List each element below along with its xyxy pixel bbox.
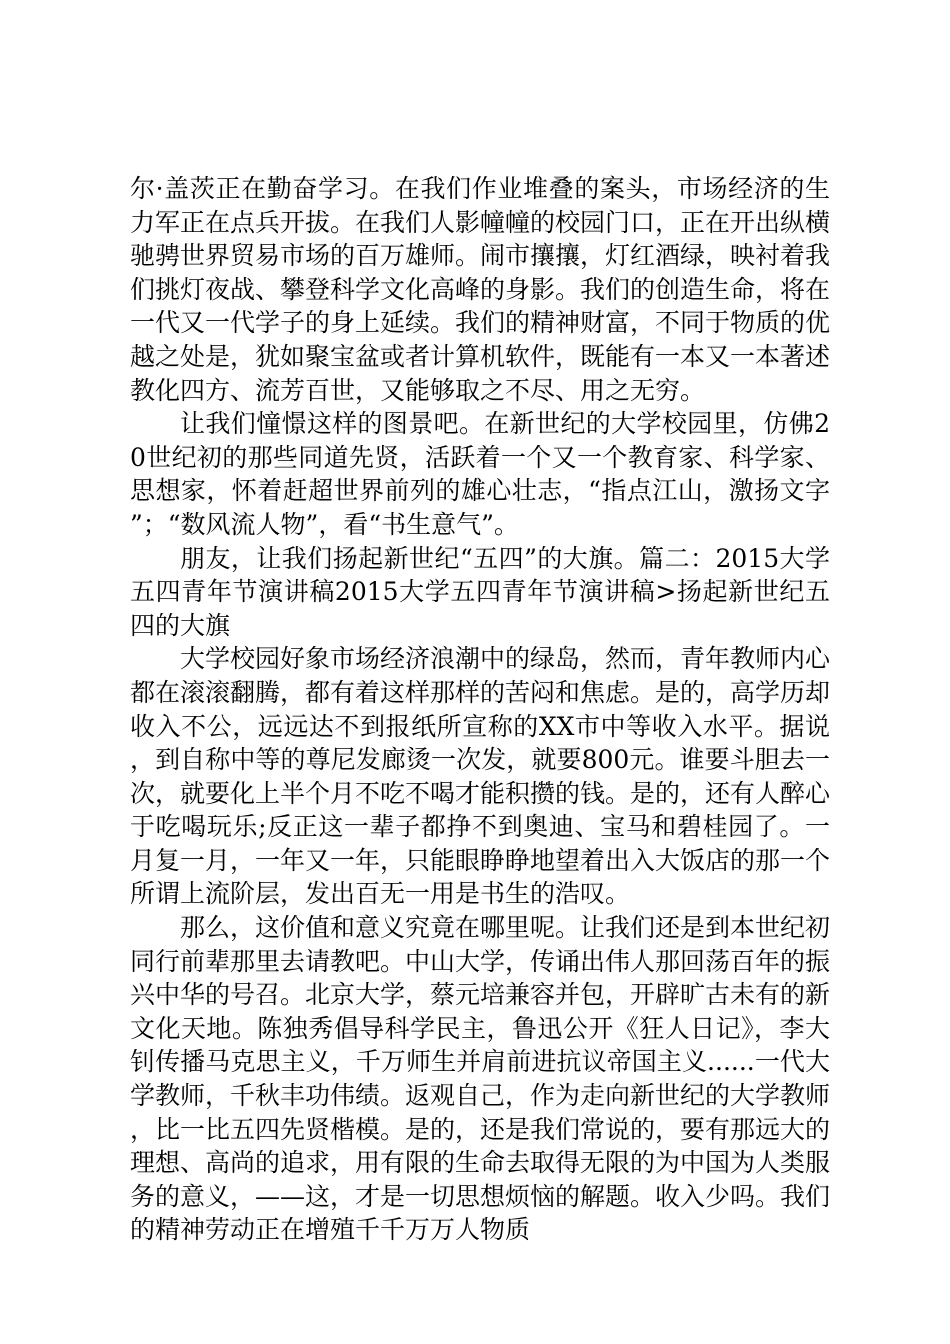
paragraph-5: 那么，这价值和意义究竟在哪里呢。让我们还是到本世纪初同行前辈那里去请教吧。中山大学，传诵出伟人那回荡百年的振兴中华的号召。北京大学，蔡元培兼容并包，开辟旷古未有的新文化天地。陈独秀倡导科学民主，鲁迅公开《狂人日记》，李大钊传播马克思主义，千万师生并肩前进抗议帝国主义......一代大学教师，千秋丰功伟绩。返观自己，作为走向新世纪的大学教师，比一比五四先贤楷模。是的，还是我们常说的，要有那远大的理想、高尚的追求，用有限的生命去取得无限的为中国为人类服务的意义，——这，才是一切思想烦恼的解题。收入少吗。我们的精神劳动正在增殖千千万万人物质 [130, 913, 831, 1245]
paragraph-2: 让我们憧憬这样的图景吧。在新世纪的大学校园里，仿佛20世纪初的那些同道先贤，活跃着一个又一个教育家、科学家、思想家，怀着赶超世界前列的雄心壮志，“指点江山，激扬文字”；“数风流人物”，看“书生意气”。 [130, 409, 830, 539]
document-body [130, 172, 830, 1247]
paragraph-1: 尔·盖茨正在勤奋学习。在我们作业堆叠的案头，市场经济的生力军正在点兵开拔。在我们人影幢幢的校园门口，正在开出纵横驰骋世界贸易市场的百万雄师。闹市攘攘，灯红酒绿，映衬着我们挑灯夜战、攀登科学文化高峰的身影。我们的创造生命，将在一代又一代学子的身上延续。我们的精神财富，不同于物质的优越之处是，犹如聚宝盆或者计算机软件，既能有一本又一本著述教化四方、流芳百世，又能够取之不尽、用之无穷。 [130, 174, 831, 405]
paragraph-3: 朋友，让我们扬起新世纪“五四”的大旗。篇二：2015大学五四青年节演讲稿2015大学五四青年节演讲稿>扬起新世纪五四的大旗 [130, 543, 830, 640]
paragraph-4: 大学校园好象市场经济浪潮中的绿岛，然而，青年教师内心都在滚滚翻腾，都有着这样那样的苦闷和焦虑。是的，高学历却收入不公，远远达不到报纸所宣称的XX市中等收入水平。据说，到自称中等的尊尼发廊烫一次发，就要800元。谁要斗胆去一次，就要化上半个月不吃不喝才能积攒的钱。是的，还有人醉心于吃喝玩乐;反正这一辈子都挣不到奥迪、宝马和碧桂园了。一月复一月，一年又一年，只能眼睁睁地望着出入大饭店的那一个所谓上流阶层，发出百无一用是书生的浩叹。 [130, 644, 831, 909]
